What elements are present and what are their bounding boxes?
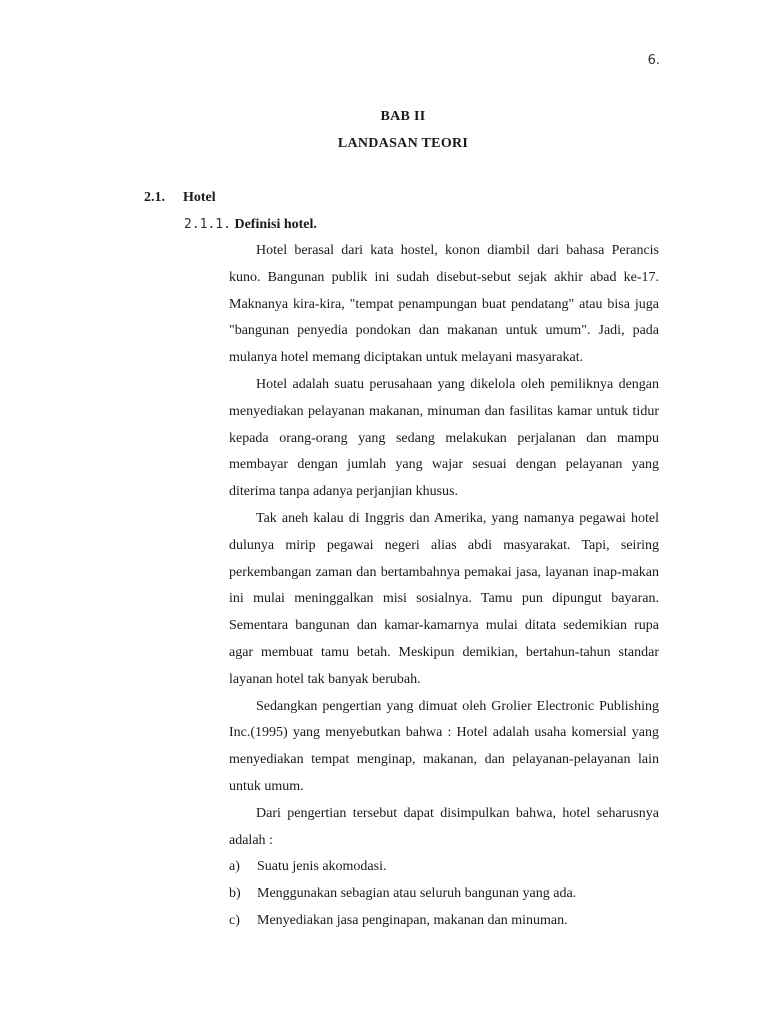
list-item-text: Menggunakan sebagian atau seluruh bangunan yang ada. bbox=[257, 886, 577, 902]
list-item-text: Menyediakan jasa penginapan, makanan dan minuman. bbox=[257, 912, 568, 928]
paragraph: Tak aneh kalau di Inggris dan Amerika, yang namanya pegawai hotel dulunya mirip pegawai negeri alias abdi masyarakat. Tapi, seiring perkembangan zaman dan bertambahnya pemakai jasa, layanan inap-makan ini mulai meninggalkan misi sosialnya. Tamu pun dipungut bayaran. Sementara bangunan dan kamar-kamarnya mulai ditata sedemikian rupa agar membuat tamu betah. Meskipun demikian, bertahun-tahun standar layanan hotel tak banyak berubah. bbox=[229, 510, 659, 687]
section-title: Hotel bbox=[183, 190, 216, 205]
chapter-number: BAB II bbox=[380, 109, 426, 124]
list-marker: a) bbox=[229, 859, 240, 875]
criteria-list bbox=[229, 854, 659, 934]
page-number: 6. bbox=[647, 53, 660, 68]
section-heading bbox=[144, 190, 216, 206]
paragraph: Dari pengertian tersebut dapat disimpulkan bahwa, hotel seharusnya adalah : bbox=[229, 805, 659, 848]
body-text bbox=[229, 238, 659, 935]
list-item bbox=[229, 908, 659, 935]
paragraph: Hotel berasal dari kata hostel, konon diambil dari bahasa Perancis kuno. Bangunan publik ini sudah disebut-sebut sejak akhir abad ke-17. Maknanya kira-kira, "tempat penampungan buat pendatang" atau bisa juga "bangunan penyedia pondokan dan makanan untuk umum". Jadi, pada mulanya hotel memang diciptakan untuk melayani masyarakat. bbox=[229, 243, 659, 366]
subsection-title: Definisi hotel. bbox=[234, 217, 317, 232]
subsection-heading bbox=[184, 217, 317, 233]
paragraph: Sedangkan pengertian yang dimuat oleh Grolier Electronic Publishing Inc.(1995) yang menyebutkan bahwa : Hotel adalah usaha komersial yang menyediakan tempat menginap, makanan, dan pelayanan-pelayanan lain untuk umum. bbox=[229, 698, 659, 794]
list-item bbox=[229, 881, 659, 908]
section-number: 2.1. bbox=[144, 190, 165, 205]
paragraph: Hotel adalah suatu perusahaan yang dikelola oleh pemiliknya dengan menyediakan pelayanan makanan, minuman dan fasilitas kamar untuk tidur kepada orang-orang yang sedang melakukan perjalanan dan mampu membayar dengan jumlah yang wajar sesuai dengan pelayanan yang diterima tanpa adanya perjanjian khusus. bbox=[229, 376, 659, 500]
list-marker: c) bbox=[229, 912, 240, 928]
list-marker: b) bbox=[229, 886, 241, 902]
list-item-text: Suatu jenis akomodasi. bbox=[257, 859, 387, 875]
subsection-number: 2.1.1. bbox=[184, 217, 231, 232]
list-item bbox=[229, 854, 659, 881]
chapter-title: LANDASAN TEORI bbox=[337, 136, 469, 151]
